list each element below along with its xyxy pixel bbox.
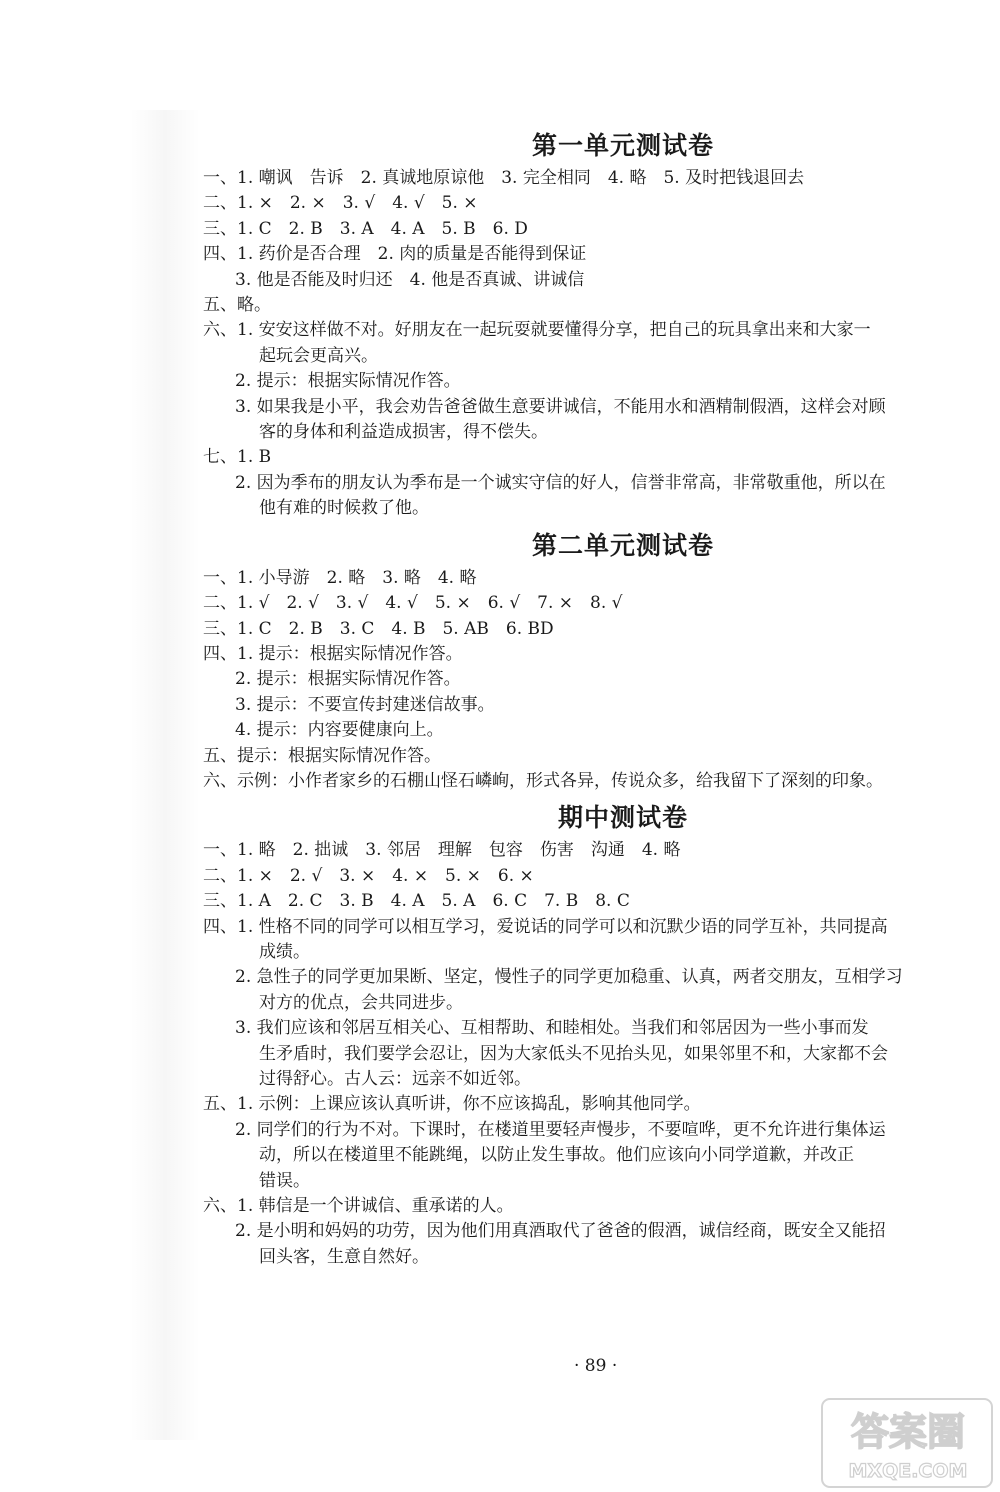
answer-line: 客的身体和利益造成损害，得不偿失。	[259, 422, 548, 443]
watermark-text: 答案圈	[850, 1410, 966, 1454]
answer-line: 错误。	[259, 1170, 310, 1191]
section-title: 第一单元测试卷	[531, 131, 714, 160]
answer-line: 五、1. 示例：上课应该认真听讲，你不应该捣乱，影响其他同学。	[203, 1094, 701, 1115]
answer-line: 2. 急性子的同学更加果断、坚定，慢性子的同学更加稳重、认真，两者交朋友，互相学习	[235, 967, 903, 988]
answer-line: 五、略。	[203, 295, 271, 316]
answer-line: 过得舒心。古人云：远亲不如近邻。	[259, 1069, 531, 1089]
answer-line: 2. 同学们的行为不对。下课时，在楼道里要轻声慢步，不要喧哗，更不允许进行集体运	[235, 1119, 886, 1140]
answer-line: 七、1. B	[203, 447, 272, 468]
answer-line: 三、1. C 2. B 3. C 4. B 5. AB 6. BD	[203, 618, 554, 639]
answer-line: 一、1. 嘲讽 告诉 2. 真诚地原谅他 3. 完全相同 4. 略 5. 及时把钱退回去	[203, 168, 805, 188]
answer-line: 2. 提示：根据实际情况作答。	[235, 371, 461, 392]
watermark-logo	[820, 1395, 995, 1490]
answer-line: 2. 因为季布的朋友认为季布是一个诚实守信的好人，信誉非常高，非常敬重他，所以在	[235, 472, 886, 493]
answer-line: 五、提示：根据实际情况作答。	[203, 745, 441, 766]
section-title: 期中测试卷	[557, 803, 688, 833]
answer-line: 生矛盾时，我们要学会忍让，因为大家低头不见抬头见，如果邻里不和，大家都不会	[259, 1043, 888, 1064]
answer-line: 一、1. 小导游 2. 略 3. 略 4. 略	[203, 567, 477, 588]
watermark-url: MXQE.COM	[848, 1460, 968, 1482]
answer-line: 四、1. 药价是否合理 2. 肉的质量是否能得到保证	[203, 244, 587, 265]
scan-edge-shadow	[130, 110, 200, 1440]
answer-content	[203, 126, 1000, 1270]
answer-line: 三、1. A 2. C 3. B 4. A 5. A 6. C 7. B 8. C	[203, 891, 630, 912]
answer-line: 3. 我们应该和邻居互相关心、互相帮助、和睦相处。当我们和邻居因为一些小事而发	[235, 1018, 869, 1039]
answer-line: 成绩。	[259, 941, 310, 962]
answer-line: 六、示例：小作者家乡的石棚山怪石嶙峋，形式各异，传说众多，给我留下了深刻的印象。	[203, 770, 883, 791]
answer-line: 3. 他是否能及时归还 4. 他是否真诚、讲诚信	[235, 269, 585, 290]
answer-line: 六、1. 安安这样做不对。好朋友在一起玩耍就要懂得分享，把自己的玩具拿出来和大家一	[203, 320, 871, 341]
answer-line: 二、1. √ 2. √ 3. √ 4. √ 5. × 6. √ 7. × 8. √	[203, 593, 623, 614]
answer-line: 3. 提示：不要宣传封建迷信故事。	[235, 694, 495, 715]
answer-line: 四、1. 性格不同的同学可以相互学习，爱说话的同学可以和沉默少语的同学互补，共同提高	[203, 916, 888, 937]
answer-line: 2. 提示：根据实际情况作答。	[235, 669, 461, 690]
answer-line: 2. 是小明和妈妈的功劳，因为他们用真酒取代了爸爸的假酒，诚信经商，既安全又能招	[235, 1221, 886, 1242]
answer-line: 三、1. C 2. B 3. A 4. A 5. B 6. D	[203, 218, 528, 239]
answer-line: 他有难的时候救了他。	[259, 498, 429, 519]
answer-line: 二、1. × 2. √ 3. × 4. × 5. × 6. ×	[203, 865, 534, 886]
answer-line: 动，所以在楼道里不能跳绳，以防止发生事故。他们应该向小同学道歉，并改正	[259, 1145, 854, 1166]
answer-line: 对方的优点，会共同进步。	[259, 992, 463, 1013]
answer-line: 四、1. 提示：根据实际情况作答。	[203, 643, 463, 664]
section-title: 第二单元测试卷	[531, 530, 714, 560]
answer-line: 3. 如果我是小平，我会劝告爸爸做生意要讲诚信，不能用水和酒精制假酒，这样会对顾	[235, 396, 886, 417]
page-number: · 89 ·	[574, 1356, 618, 1376]
answer-line: 起玩会更高兴。	[259, 345, 378, 366]
answer-line: 4. 提示：内容要健康向上。	[235, 720, 444, 741]
answer-line: 六、1. 韩信是一个讲诚信、重承诺的人。	[203, 1196, 514, 1217]
answer-line: 回头客，生意自然好。	[259, 1246, 429, 1267]
answer-line: 一、1. 略 2. 拙诚 3. 邻居 理解 包容 伤害 沟通 4. 略	[203, 840, 681, 861]
answer-line: 二、1. × 2. × 3. √ 4. √ 5. ×	[203, 193, 478, 214]
